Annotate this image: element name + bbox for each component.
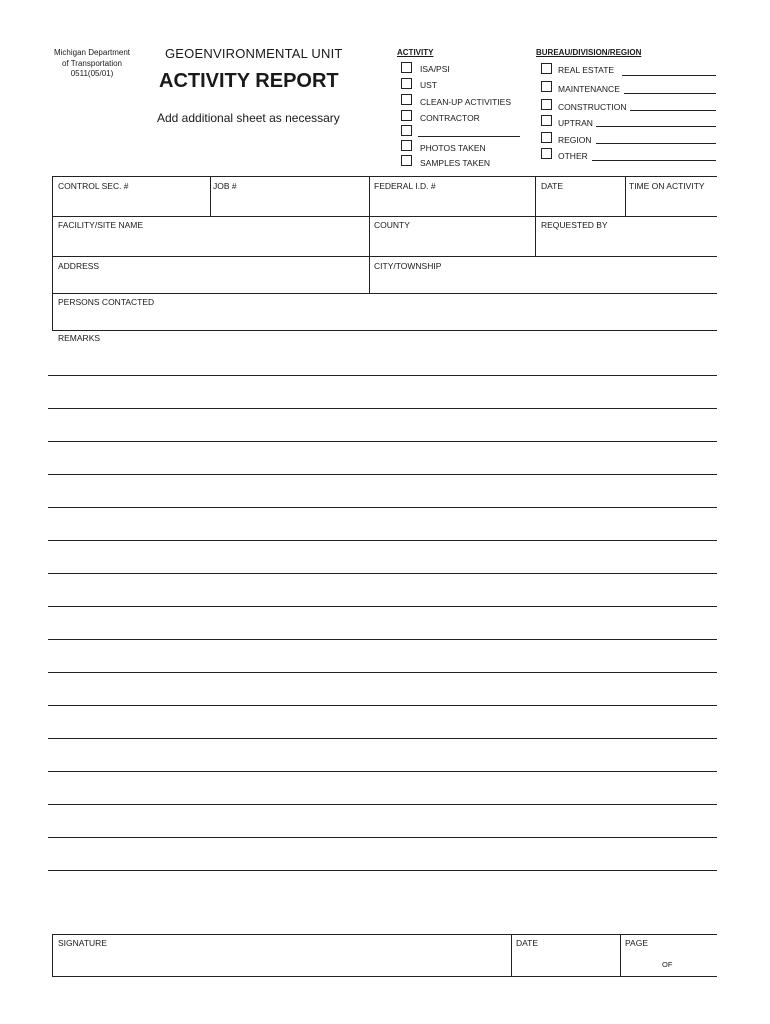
- activity-label-photos: PHOTOS TAKEN: [420, 143, 486, 153]
- bureau-checkbox-other[interactable]: [541, 148, 552, 159]
- activity-checkbox-other[interactable]: [401, 125, 412, 136]
- bureau-label-uptran: UPTRAN: [558, 118, 593, 128]
- grid-line-row3: [52, 293, 717, 294]
- form-number: 0511(05/01): [70, 69, 114, 78]
- field-facility-site-name[interactable]: FACILITY/SITE NAME: [58, 220, 144, 230]
- remarks-line[interactable]: [48, 771, 717, 772]
- grid-line-top: [52, 176, 717, 177]
- grid-divider-time: [625, 176, 626, 216]
- bureau-checkbox-region[interactable]: [541, 132, 552, 143]
- remarks-line[interactable]: [48, 639, 717, 640]
- activity-checkbox-cleanup[interactable]: [401, 94, 412, 105]
- footer-page[interactable]: PAGE: [625, 938, 648, 948]
- activity-label-samples: SAMPLES TAKEN: [420, 158, 491, 168]
- bureau-label-other: OTHER: [558, 151, 588, 161]
- activity-checkbox-photos[interactable]: [401, 140, 412, 151]
- remarks-line[interactable]: [48, 738, 717, 739]
- field-job[interactable]: JOB #: [213, 181, 237, 191]
- field-persons-contacted[interactable]: PERSONS CONTACTED: [58, 297, 155, 307]
- grid-line-left: [52, 176, 53, 330]
- field-federal-id[interactable]: FEDERAL I.D. #: [374, 181, 436, 191]
- grid-line-row1-a: [52, 216, 627, 217]
- bureau-real-estate-blank[interactable]: [622, 75, 716, 76]
- field-address[interactable]: ADDRESS: [58, 261, 100, 271]
- activity-checkbox-ust[interactable]: [401, 78, 412, 89]
- remarks-line[interactable]: [48, 705, 717, 706]
- bureau-other-blank[interactable]: [592, 160, 716, 161]
- bureau-label-maintenance: MAINTENANCE: [558, 84, 620, 94]
- footer-line-bottom: [52, 976, 717, 977]
- remarks-line[interactable]: [48, 804, 717, 805]
- field-requested-by[interactable]: REQUESTED BY: [541, 220, 608, 230]
- grid-divider-job: [210, 176, 211, 216]
- activity-label-ust: UST: [420, 80, 437, 90]
- footer-line-left: [52, 934, 53, 977]
- remarks-line[interactable]: [48, 375, 717, 376]
- grid-line-row2: [52, 256, 717, 257]
- remarks-line[interactable]: [48, 573, 717, 574]
- activity-checkbox-isa-psi[interactable]: [401, 62, 412, 73]
- footer-date[interactable]: DATE: [516, 938, 539, 948]
- bureau-checkbox-maintenance[interactable]: [541, 81, 552, 92]
- bureau-label-real-estate: REAL ESTATE: [558, 65, 615, 75]
- field-time-on-activity[interactable]: TIME ON ACTIVITY: [629, 181, 705, 191]
- grid-line-row4: [52, 330, 717, 331]
- agency-name-line2: of Transportation: [61, 58, 123, 68]
- activity-checkbox-contractor[interactable]: [401, 110, 412, 121]
- remarks-line[interactable]: [48, 474, 717, 475]
- bureau-label-construction: CONSTRUCTION: [558, 102, 627, 112]
- field-remarks[interactable]: REMARKS: [58, 333, 101, 343]
- remarks-line[interactable]: [48, 870, 717, 871]
- bureau-maintenance-blank[interactable]: [624, 93, 716, 94]
- activity-checkbox-samples[interactable]: [401, 155, 412, 166]
- footer-signature[interactable]: SIGNATURE: [58, 938, 107, 948]
- field-city-township[interactable]: CITY/TOWNSHIP: [374, 261, 442, 271]
- activity-header: ACTIVITY: [397, 48, 434, 57]
- report-title: ACTIVITY REPORT: [159, 70, 339, 92]
- grid-line-row1-b: [626, 216, 717, 217]
- agency-block: [44, 48, 140, 80]
- activity-label-cleanup: CLEAN-UP ACTIVITIES: [420, 97, 512, 107]
- remarks-line[interactable]: [48, 540, 717, 541]
- remarks-line[interactable]: [48, 837, 717, 838]
- activity-other-blank[interactable]: [418, 136, 520, 137]
- bureau-checkbox-construction[interactable]: [541, 99, 552, 110]
- bureau-uptran-blank[interactable]: [596, 126, 716, 127]
- bureau-checkbox-real-estate[interactable]: [541, 63, 552, 74]
- field-control-sec[interactable]: CONTROL SEC. #: [58, 181, 129, 191]
- activity-label-contractor: CONTRACTOR: [420, 113, 480, 123]
- unit-title: GEOENVIRONMENTAL UNIT: [165, 46, 343, 61]
- bureau-checkbox-uptran[interactable]: [541, 115, 552, 126]
- footer-divider-page: [620, 934, 621, 977]
- remarks-line[interactable]: [48, 441, 717, 442]
- grid-divider-federal: [369, 176, 370, 293]
- add-sheet-note: Add additional sheet as necessary: [157, 111, 340, 125]
- field-county[interactable]: COUNTY: [374, 220, 410, 230]
- remarks-line[interactable]: [48, 507, 717, 508]
- remarks-line[interactable]: [48, 606, 717, 607]
- remarks-line[interactable]: [48, 408, 717, 409]
- agency-name-line1: Michigan Department: [53, 48, 131, 57]
- bureau-header: BUREAU/DIVISION/REGION: [536, 48, 642, 57]
- bureau-label-region: REGION: [558, 135, 592, 145]
- footer-line-top: [52, 934, 717, 935]
- grid-divider-date: [535, 176, 536, 256]
- field-date[interactable]: DATE: [541, 181, 564, 191]
- remarks-line[interactable]: [48, 672, 717, 673]
- activity-label-isa-psi: ISA/PSI: [420, 64, 450, 74]
- bureau-construction-blank[interactable]: [630, 110, 716, 111]
- footer-page-of: OF: [662, 960, 673, 969]
- footer-divider-date: [511, 934, 512, 977]
- bureau-region-blank[interactable]: [596, 143, 716, 144]
